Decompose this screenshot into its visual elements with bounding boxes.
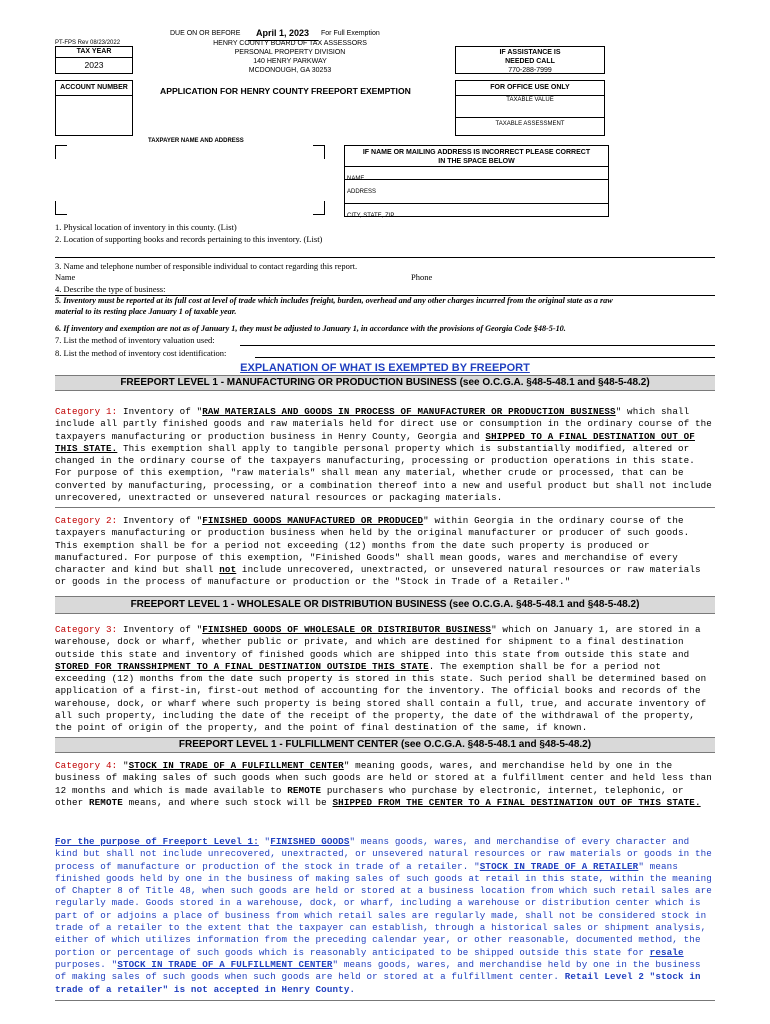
account-number-box xyxy=(55,80,133,136)
taxable-assessment-label: TAXABLE ASSESSMENT xyxy=(495,121,565,127)
question-1: 1. Physical location of inventory in this county. (List) xyxy=(55,222,237,232)
purpose-definitions-text: For the purpose of Freeport Level 1: "FINISHED GOODS" means goods, wares, and merchandise of every character and kind but shall not include unrecovered, unextracted, or unsevered natural resources or raw materials or goods in the process of manufacture or production of the stock in trade of a retailer. "STOCK IN TRADE OF A RETAILER" means finished goods held by one in the business of making sales of such goods at retail in this state, within the meaning of Chapter 8 of Title 48, when such goods are held or stored at a business location from which such retail sales are regularly made. Goods stored in a warehouse, dock, or wharf, including a warehouse or distribution center which is part of or adjoins a place of business from which retail sales are regularly made, shall not be considered stock in trade of a retailer to the extent that the taxpayer can establish, through a historical sales or shipment analysis, either of which utilizes information from the preceding calendar year, or other reasonable, documented method, the portion or percentage of such goods which is reasonably anticipated to be shipped outside this state for resale purposes. "STOCK IN TRADE OF A FULFILLMENT CENTER" means goods, wares, and merchandise held by one in the business of making sales of such goods when such goods are held or stored at a fulfillment center. Retail Level 2 "stock in trade of a retailer" is not accepted in Henry County. xyxy=(55,836,712,995)
form-title: APPLICATION FOR HENRY COUNTY FREEPORT EXEMPTION xyxy=(160,86,411,96)
contact-phone-label: Phone xyxy=(411,272,433,282)
bottom-divider xyxy=(55,1000,715,1001)
freeport-level-1-manufacturing-bar xyxy=(55,375,715,391)
correction-address-field[interactable] xyxy=(345,179,608,203)
exemption-note: For Full Exemption xyxy=(321,30,380,37)
form-id: PT-FPS Rev 08/23/2022 xyxy=(55,40,121,46)
assistance-box xyxy=(455,46,605,74)
category-2-text: Category 2: Inventory of "FINISHED GOODS MANUFACTURED OR PRODUCED" within Georgia in the ordinary course of the taxpayers manufacturing or production business when held by the original manufacturer or producer of such goods. This exemption shall be for a period not exceeding (12) months from the date such property is produced or manufactured. For purpose of this exemption, "Finished Goods" shall mean goods, wares and merchandise of every character and kind but shall not include unrecovered, unextracted, or unsevered natural resources or raw materials or goods in the process of manufacture or production or the "Stock in Trade of a Retailer." xyxy=(55,515,701,588)
question-2: 2. Location of supporting books and records pertaining to this inventory. (List) xyxy=(55,234,323,244)
correction-box xyxy=(344,145,609,217)
tax-year-value[interactable]: 2023 xyxy=(84,60,104,70)
city-state-zip-label: CITY, STATE, ZIP xyxy=(347,213,395,219)
correction-name-field[interactable] xyxy=(345,166,608,182)
category-3-label: Category 3: xyxy=(55,624,118,635)
name-label: NAME xyxy=(347,176,365,182)
category-3-text: Category 3: Inventory of "FINISHED GOODS OF WHOLESALE OR DISTRIBUTOR BUSINESS" which on January 1, are stored in a warehouse, dock or wharf, whether public or private, and which are destined for shipment to a final destination outside this state and inventory of finished goods which are shipped into this state from outside this state and STORED FOR TRANSSHIPMENT TO A FINAL DESTINATION OUTSIDE THIS STATE. The exemption shall be for a period not exceeding (12) months from the date such property is stored in this state. Such period shall be determined based on application of a first-in, first-out method of accounting for the inventory. The official books and records of the warehouse, dock, or wharf where such property is being stored shall contain a full, true, and accurate inventory of all such property, including the date of the receipt of the property, the date of the withdrawal of the property, the point of origin of the property, and the point of final destination of the same, if known. xyxy=(55,624,707,734)
taxpayer-address-window[interactable] xyxy=(55,145,325,215)
question-2-answer-line[interactable] xyxy=(55,257,715,258)
correction-city-field[interactable] xyxy=(345,203,608,219)
tax-year-label: TAX YEAR xyxy=(56,47,132,58)
agency-line-4: MCDONOUGH, GA 30253 xyxy=(248,67,332,74)
freeport-level-1-wholesale-heading: FREEPORT LEVEL 1 - WHOLESALE OR DISTRIBUTION BUSINESS (see O.C.G.A. §48-5-48.1 and §48-5-48.2) xyxy=(130,599,640,610)
question-4: 4. Describe the type of business: xyxy=(55,284,166,294)
contact-name-label: Name xyxy=(55,272,76,282)
explanation-heading: EXPLANATION OF WHAT IS EXEMPTED BY FREEPORT xyxy=(240,362,530,374)
assistance-phone: 770-288-7999 xyxy=(508,67,552,74)
question-7-answer-line[interactable] xyxy=(240,345,715,346)
account-number-label: ACCOUNT NUMBER xyxy=(56,81,132,96)
question-7: 7. List the method of inventory valuation used: xyxy=(55,335,215,345)
category-1-label: Category 1: xyxy=(55,406,118,417)
freeport-level-1-fulfillment-heading: FREEPORT LEVEL 1 - FULFILLMENT CENTER (see O.C.G.A. §48-5-48.1 and §48-5-48.2) xyxy=(178,739,592,750)
question-5: 5. Inventory must be reported at its full cost at level of trade which includes freight, burden, overhead and any other charges incurred from the original state as a raw material to its resting place January 1 of taxable year. xyxy=(55,296,613,316)
category-4-label: Category 4: xyxy=(55,760,118,771)
taxable-value-label: TAXABLE VALUE xyxy=(506,97,554,103)
question-8: 8. List the method of inventory cost identification: xyxy=(55,348,227,358)
tax-year-box xyxy=(55,46,133,74)
freeport-level-1-wholesale-bar xyxy=(55,596,715,614)
question-6: 6. If inventory and exemption are not as of January 1, they must be adjusted to January 1, in accordance with the provisions of Georgia Code §48-5-10. xyxy=(55,324,566,333)
agency-line-1: HENRY COUNTY BOARD OF TAX ASSESSORS xyxy=(213,40,367,47)
address-label: ADDRESS xyxy=(347,189,377,195)
question-8-answer-line[interactable] xyxy=(255,357,715,358)
taxpayer-label: TAXPAYER NAME AND ADDRESS xyxy=(148,138,244,144)
category-4-text: Category 4: "STOCK IN TRADE OF A FULFILLMENT CENTER" meaning goods, wares, and merchandise held by one in the business of making sales of such goods when such goods are held or stored at a fulfillment center and held less than 12 months and which is made available to REMOTE purchasers who purchase by electronic, internet, telephonic, or other REMOTE means, and where such stock will be SHIPPED FROM THE CENTER TO A FINAL DESTINATION OUT OF THIS STATE. xyxy=(55,760,712,808)
office-use-box xyxy=(455,80,605,136)
agency-line-2: PERSONAL PROPERTY DIVISION xyxy=(234,49,346,56)
assistance-label: IF ASSISTANCE IS NEEDED CALL xyxy=(499,49,561,65)
freeport-level-1-fulfillment-bar xyxy=(55,737,715,753)
office-use-label: FOR OFFICE USE ONLY xyxy=(456,81,604,96)
due-date: April 1, 2023 xyxy=(256,28,310,38)
agency-line-3: 140 HENRY PARKWAY xyxy=(253,58,327,65)
divider-1 xyxy=(55,507,715,508)
due-label: DUE ON OR BEFORE xyxy=(170,30,241,37)
category-2-label: Category 2: xyxy=(55,515,118,526)
account-number-field[interactable] xyxy=(56,96,132,136)
question-3: 3. Name and telephone number of responsible individual to contact regarding this report. xyxy=(55,261,358,271)
category-1-text: Category 1: Inventory of "RAW MATERIALS AND GOODS IN PROCESS OF MANUFACTURER OR PRODUCTION BUSINESS" which shall include all partly finished goods and raw materials held for direct use or consumption in the ordinary course of the taxpayers manufacturing or production business in Henry County, Georgia and SHIPPED TO A FINAL DESTINATION OUT OF THIS STATE. This exemption shall apply to tangible personal property which is substantially modified, altered or changed in the ordinary course of the taxpayers manufacturing, processing or production operations in this state. For purpose of this exemption, "raw materials" shall mean any material, whether crude or processed, that can be converted by manufacturing, processing, or a combination thereof into a new and useful product but shall not include unrecovered, unextracted or unsevered natural resources or packaging materials. xyxy=(55,406,712,504)
correction-note: IF NAME OR MAILING ADDRESS IS INCORRECT PLEASE CORRECT IN THE SPACE BELOW xyxy=(362,149,591,165)
freeport-level-1-manufacturing-heading: FREEPORT LEVEL 1 - MANUFACTURING OR PRODUCTION BUSINESS (see O.C.G.A. §48-5-48.1 and §48-5-48.2) xyxy=(120,377,650,388)
